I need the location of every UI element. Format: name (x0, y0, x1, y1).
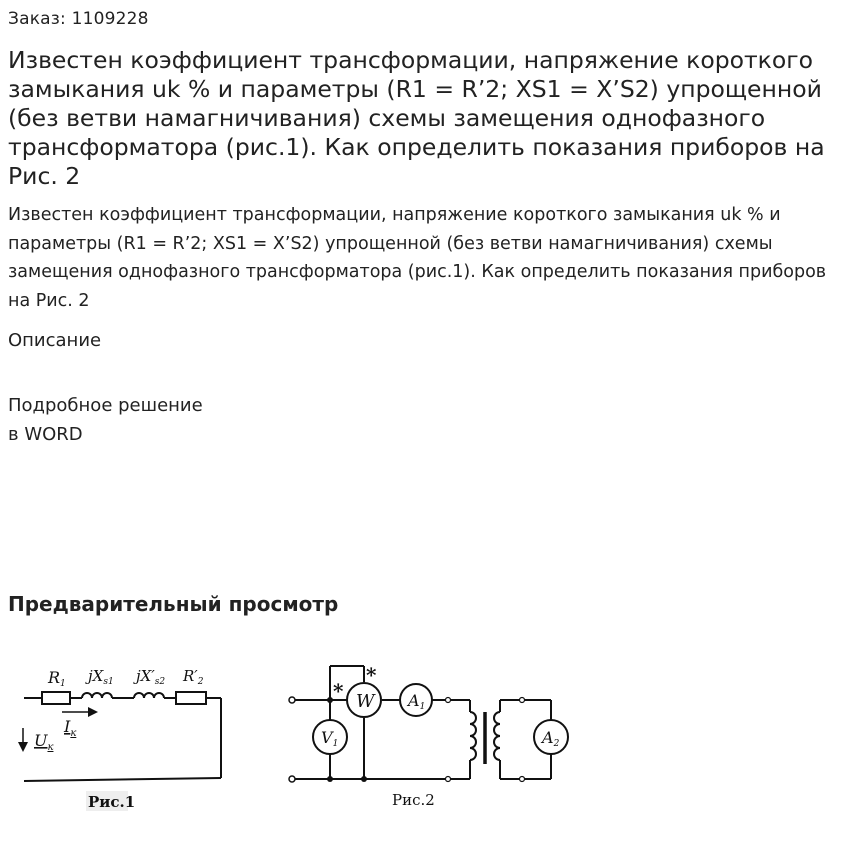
input-terminal-bottom (289, 776, 295, 782)
input-terminal-top (289, 697, 295, 703)
star-mark-voltage: * (366, 663, 377, 687)
solution-note-line-2: в WORD (8, 423, 83, 445)
label-jxs1: $jX_{s1}$ (88, 667, 114, 687)
label-r2: $R'_2$ (183, 667, 204, 687)
label-ammeter-a2: A2 (542, 728, 560, 749)
inductor-xs1 (82, 693, 112, 698)
label-ammeter-a1: A1 (408, 691, 426, 712)
figure-2-caption: Рис.2 (392, 791, 435, 809)
order-number: Заказ: 1109228 (8, 9, 149, 29)
label-voltage: $U_к$ (34, 731, 54, 753)
inductor-xs2 (134, 693, 164, 698)
star-mark-current: * (333, 679, 344, 703)
figure-1-caption: Рис.1 (88, 793, 136, 811)
label-voltmeter-v1: V1 (321, 728, 339, 749)
task-description: Известен коэффициент трансформации, напряжение короткого замыкания uk % и параметры (R1 = R’2; XS1 = X’S2) упрощенной (без ветви намагничивания) схемы замещения однофазного трансформатора (рис.1). Как определить показания приборов на Рис. 2 (8, 205, 827, 311)
solution-note-line-1: Подробное решение (8, 395, 203, 416)
figure-1-circuit (23, 692, 221, 781)
secondary-winding (494, 712, 500, 760)
label-wattmeter: W (356, 691, 375, 712)
label-r1: R1 (48, 668, 66, 689)
primary-winding (470, 712, 476, 760)
solution-note (8, 392, 203, 449)
preview-image (0, 640, 847, 840)
preview-heading: Предварительный просмотр (8, 592, 339, 616)
label-jxs2: $jX'_{s2}$ (136, 667, 166, 687)
figure-2-circuit (289, 666, 568, 782)
description-section-label: Описание (8, 330, 102, 351)
label-current: $I_к$ (64, 717, 77, 739)
resistor-r1 (42, 692, 70, 704)
resistor-r2 (176, 692, 206, 704)
page-title: Известен коэффициент трансформации, напряжение короткого замыкания uk % и параметры (R1 = R’2; XS1 = X’S2) упрощенной (без ветви намагничивания) схемы замещения однофазного трансформатора (рис.1). Как определить показания приборов на Рис. 2 (8, 46, 825, 190)
